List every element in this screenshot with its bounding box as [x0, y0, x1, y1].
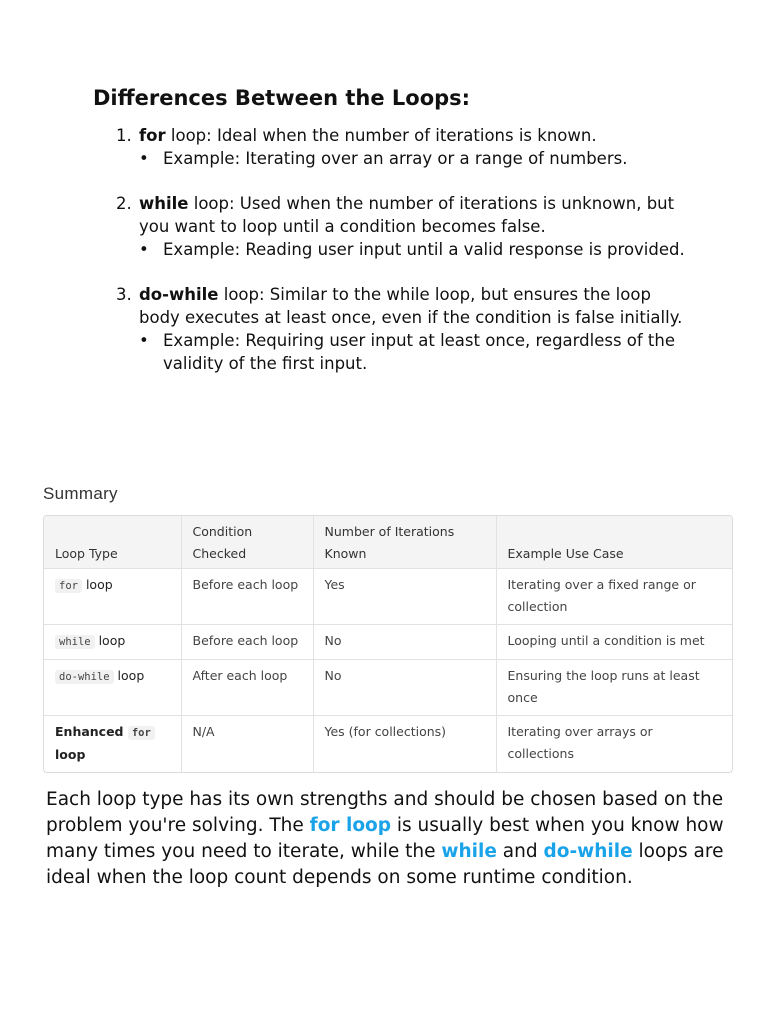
table-row [44, 569, 732, 625]
highlight-while: while [441, 841, 497, 862]
list-item-do-while [116, 283, 696, 375]
use-case-cell: Ensuring the loop runs at least once [496, 660, 732, 716]
use-case-cell: Looping until a condition is met [496, 625, 732, 660]
iterations-cell: No [313, 660, 496, 716]
loop-desc-text: loop: Ideal when the number of iterations is known. [165, 126, 597, 145]
column-header-use-case: Example Use Case [496, 516, 732, 569]
bullet-icon: • [139, 240, 149, 259]
loop-type-cell: do-while loop [44, 660, 181, 716]
iterations-cell: No [313, 625, 496, 660]
example-bullet [139, 329, 696, 375]
list-number: 2. [116, 194, 132, 213]
loop-name: for [139, 126, 166, 145]
example-text: Example: Reading user input until a valid response is provided. [163, 240, 685, 259]
loop-type-cell: Enhanced for loop [44, 716, 181, 773]
inline-code: for [128, 726, 155, 740]
condition-cell: After each loop [181, 660, 313, 716]
conclusion-paragraph: Each loop type has its own strengths and should be chosen based on the problem you're solving. The for loop is usually best when you know how many times you need to iterate, while the while and do-while loops are ideal when the loop count depends on some runtime condition. [46, 789, 724, 888]
example-bullet [139, 238, 696, 261]
summary-table [43, 515, 733, 773]
loop-type-cell: while loop [44, 625, 181, 660]
page-heading: Differences Between the Loops: [93, 86, 471, 110]
bullet-icon: • [139, 331, 149, 350]
iterations-cell: Yes (for collections) [313, 716, 496, 773]
column-header-iterations: Number of Iterations Known [313, 516, 496, 569]
loop-description [139, 192, 696, 238]
loop-name: do-while [139, 285, 219, 304]
loop-desc-text: loop: Similar to the while loop, but ensures the loop body executes at least once, even if the condition is false initially. [139, 285, 683, 327]
condition-cell: N/A [181, 716, 313, 773]
table-header-row [44, 516, 732, 569]
example-bullet [139, 147, 696, 170]
list-number: 3. [116, 285, 132, 304]
summary-title: Summary [43, 484, 118, 503]
use-case-cell: Iterating over a fixed range or collection [496, 569, 732, 625]
highlight-for-loop: for loop [309, 815, 391, 836]
bullet-icon: • [139, 149, 149, 168]
column-header-condition: Condition Checked [181, 516, 313, 569]
list-number: 1. [116, 126, 132, 145]
loop-name: while [139, 194, 189, 213]
inline-code: for [55, 579, 82, 593]
table-row [44, 660, 732, 716]
example-text: Example: Iterating over an array or a range of numbers. [163, 149, 628, 168]
table-row [44, 625, 732, 660]
iterations-cell: Yes [313, 569, 496, 625]
inline-code: while [55, 635, 95, 649]
condition-cell: Before each loop [181, 625, 313, 660]
inline-code: do-while [55, 670, 114, 684]
loop-desc-text: loop: Used when the number of iterations is unknown, but you want to loop until a condition becomes false. [139, 194, 675, 236]
column-header-loop-type: Loop Type [44, 516, 181, 569]
loop-description [139, 283, 696, 329]
use-case-cell: Iterating over arrays or collections [507, 724, 653, 761]
example-text: Example: Requiring user input at least once, regardless of the validity of the first input. [163, 331, 676, 373]
loop-list [116, 124, 696, 397]
condition-cell: Before each loop [181, 569, 313, 625]
list-item-while [116, 192, 696, 261]
highlight-do-while: do-while [543, 841, 633, 862]
loop-description [139, 124, 696, 147]
loop-type-cell: for loop [44, 569, 181, 625]
list-item-for [116, 124, 696, 170]
table-row [44, 716, 732, 773]
